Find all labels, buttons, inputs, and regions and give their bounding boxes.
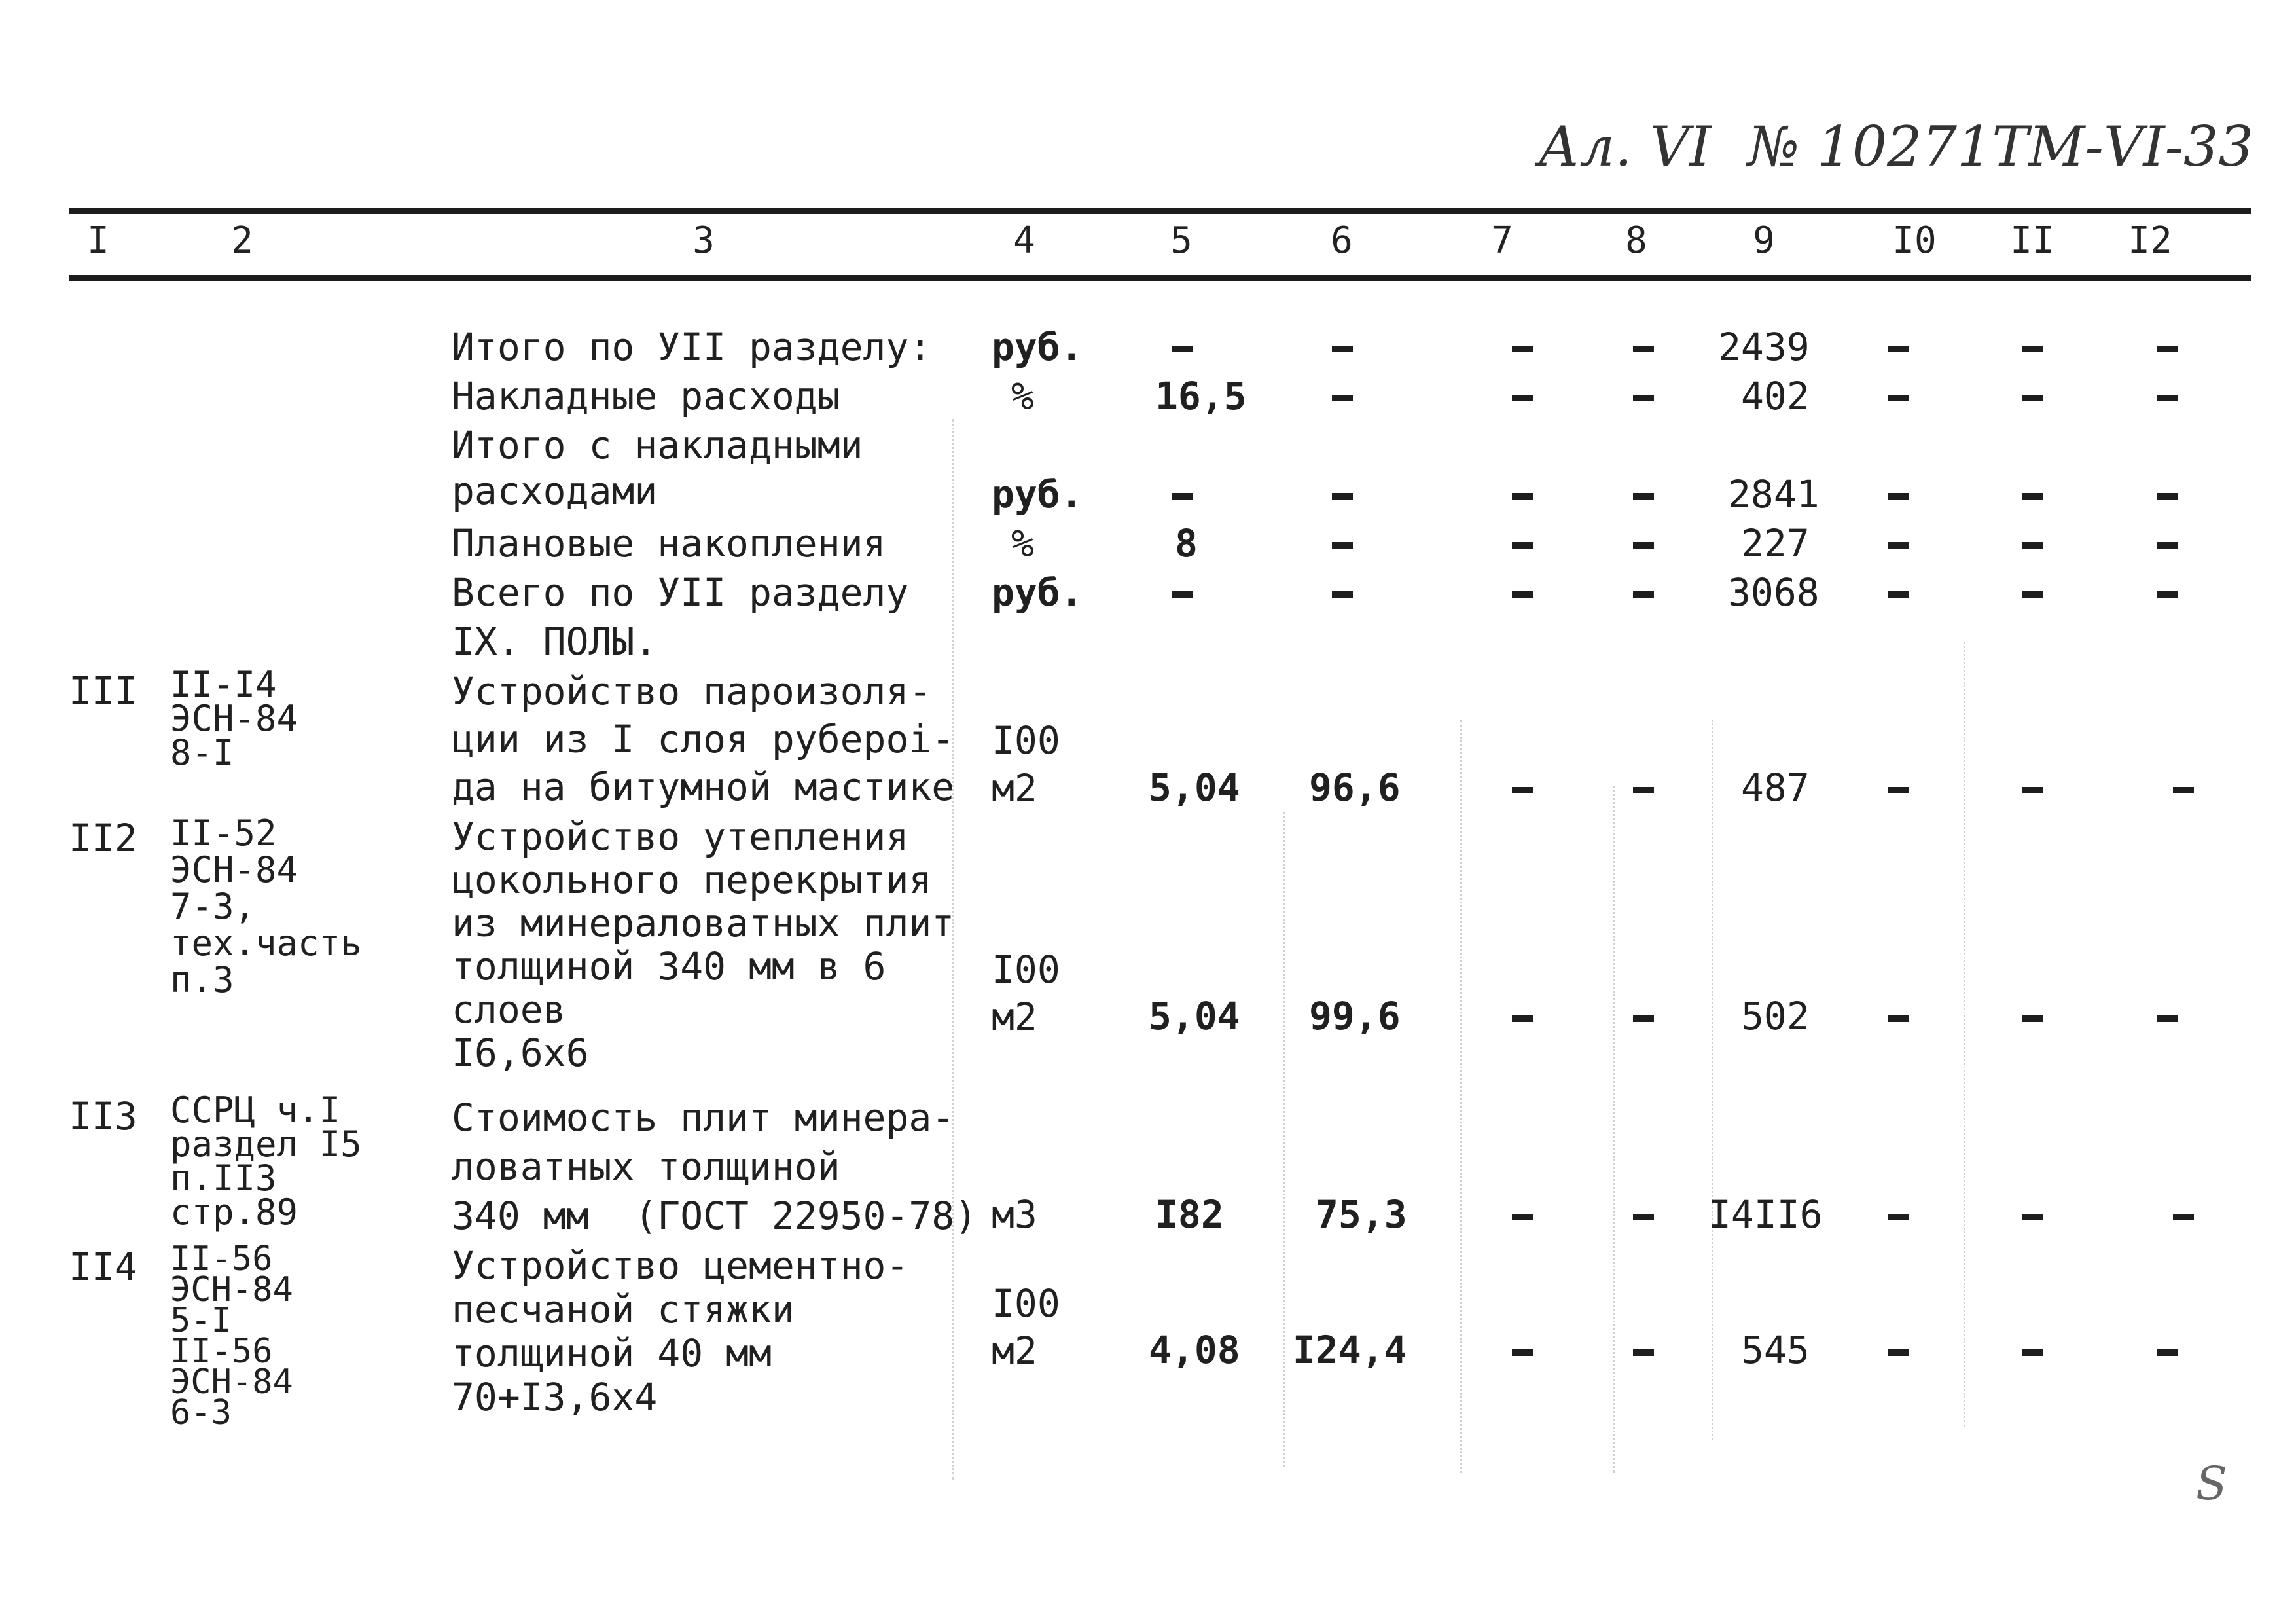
row-col6: 96,6 (1309, 765, 1401, 810)
dash (2022, 493, 2043, 500)
row-col5: 5,04 (1149, 994, 1240, 1038)
row-col5: I82 (1155, 1192, 1224, 1237)
dash (2022, 1349, 2043, 1356)
dash (2022, 591, 2043, 598)
dash (1888, 591, 1909, 598)
col-header-11: II (2010, 219, 2054, 262)
dash (1332, 493, 1353, 500)
row-description: Устройство утепления цокольного перекрытия из минераловатных плит толщиной 340 мм в 6 слоев I6,6x6 (452, 814, 955, 1075)
dash (1888, 493, 1909, 500)
dash (1888, 395, 1909, 401)
dash (2022, 1214, 2043, 1220)
column-guide (1613, 786, 1615, 1473)
dash (1512, 1015, 1533, 1022)
dash (2022, 346, 2043, 352)
document-stamp (1525, 108, 2253, 187)
dash (1512, 787, 1533, 793)
column-guide (1460, 720, 1462, 1473)
col-header-4: 4 (1013, 219, 1035, 262)
row-description: Итого по УII разделу: (452, 325, 932, 369)
row-reference: ССРЦ ч.I раздел I5 п.II3 стр.89 (170, 1089, 362, 1233)
row-reference: II-52 ЭСН-84 7-3, тех.часть п.3 (170, 812, 362, 1000)
dash (1888, 1015, 1909, 1022)
row-total: I4II6 (1708, 1192, 1823, 1237)
row-number: II4 (69, 1245, 137, 1289)
dash (1633, 493, 1654, 500)
row-col5: 16,5 (1155, 374, 1247, 418)
dash (2022, 787, 2043, 793)
col-header-5: 5 (1170, 219, 1193, 262)
row-reference: II-56 ЭСН-84 5-I II-56 ЭСН-84 6-3 (170, 1239, 293, 1432)
row-total: 487 (1741, 765, 1810, 810)
row-unit: м3 (992, 1192, 1037, 1237)
dash (2157, 591, 2178, 598)
dash (1888, 1349, 1909, 1356)
dash (1172, 493, 1193, 500)
row-total: 227 (1741, 521, 1810, 566)
row-number: II2 (69, 816, 137, 860)
row-col6: 99,6 (1309, 994, 1401, 1038)
dash (2157, 346, 2178, 352)
column-guide (1964, 642, 1965, 1427)
stamp-sheet-label: Ал. VI (1538, 115, 1712, 179)
dash (1888, 346, 1909, 352)
row-unit: руб. (992, 325, 1083, 369)
header-bottom-rule (69, 275, 2251, 281)
dash (1512, 1214, 1533, 1220)
col-header-3: 3 (692, 219, 715, 262)
dash (1633, 787, 1654, 793)
row-description: Устройство цементно- песчаной стяжки толщиной 40 мм 70+I3,6x4 (452, 1243, 909, 1419)
dash (1172, 346, 1193, 352)
dash (2022, 395, 2043, 401)
header-top-rule (69, 208, 2251, 214)
dash (1633, 542, 1654, 549)
dash (2173, 787, 2194, 793)
row-number: II3 (69, 1094, 137, 1139)
dash (1332, 542, 1353, 549)
row-col5: 4,08 (1149, 1328, 1240, 1372)
dash (1512, 591, 1533, 598)
margin-mark: S (2196, 1457, 2227, 1510)
dash (2157, 395, 2178, 401)
col-header-9: 9 (1753, 219, 1775, 262)
row-total: 402 (1741, 374, 1810, 418)
row-total: 2439 (1718, 325, 1810, 369)
dash (1633, 1015, 1654, 1022)
row-unit: руб. (992, 570, 1083, 615)
row-reference: II-I4 ЭСН-84 8-I (170, 664, 298, 773)
dash (1512, 346, 1533, 352)
dash (1633, 346, 1654, 352)
dash (1633, 1349, 1654, 1356)
row-col5: 5,04 (1149, 765, 1240, 810)
col-header-8: 8 (1625, 219, 1647, 262)
row-unit: % (1011, 521, 1034, 566)
row-col5: 8 (1175, 521, 1198, 566)
row-unit: % (1011, 374, 1034, 418)
row-number: III (69, 668, 137, 713)
col-header-10: I0 (1892, 219, 1937, 262)
dash (2022, 1015, 2043, 1022)
row-total: 2841 (1728, 472, 1820, 517)
dash (1888, 542, 1909, 549)
dash (1888, 787, 1909, 793)
row-description: Итого с накладными расходами (452, 423, 863, 513)
row-description: Плановые накопления (452, 521, 886, 566)
dash (1633, 1214, 1654, 1220)
dash (1512, 542, 1533, 549)
dash (1633, 591, 1654, 598)
column-guide (1712, 720, 1713, 1440)
col-header-12: I2 (2128, 219, 2172, 262)
row-total: 3068 (1728, 570, 1820, 615)
stamp-document-number: № 10271ТМ-VI-33 (1748, 115, 2253, 179)
col-header-1: I (87, 219, 109, 262)
dash (1332, 346, 1353, 352)
dash (1512, 493, 1533, 500)
dash (2157, 542, 2178, 549)
dash (2157, 493, 2178, 500)
col-header-6: 6 (1331, 219, 1353, 262)
col-header-2: 2 (231, 219, 253, 262)
row-col6: 75,3 (1316, 1192, 1407, 1237)
dash (1512, 1349, 1533, 1356)
col-header-7: 7 (1491, 219, 1513, 262)
row-description: Всего по УII разделу (452, 570, 909, 615)
dash (1172, 591, 1193, 598)
row-description: Стоимость плит минера- ловатных толщиной 340 мм (ГОСТ 22950-78) (452, 1095, 978, 1238)
row-unit: I00 м2 (992, 947, 1060, 1039)
row-total: 545 (1741, 1328, 1810, 1372)
dash (2157, 1349, 2178, 1356)
row-total: 502 (1741, 994, 1810, 1038)
row-description: Устройство пароизоля- ции из I слоя рубероi- да на битумной мастике (452, 669, 955, 809)
row-unit: I00 м2 (992, 1281, 1060, 1373)
dash (1332, 591, 1353, 598)
dash (1512, 395, 1533, 401)
dash (2157, 1015, 2178, 1022)
dash (1332, 395, 1353, 401)
section-heading: IX. ПОЛЫ. (452, 619, 658, 664)
dash (1633, 395, 1654, 401)
dash (2022, 542, 2043, 549)
column-guide (1283, 812, 1285, 1467)
row-description: Накладные расходы (452, 374, 840, 418)
row-unit: I00 м2 (992, 718, 1060, 811)
dash (1888, 1214, 1909, 1220)
row-unit: руб. (992, 472, 1083, 517)
row-col6: I24,4 (1293, 1328, 1407, 1372)
dash (2173, 1214, 2194, 1220)
